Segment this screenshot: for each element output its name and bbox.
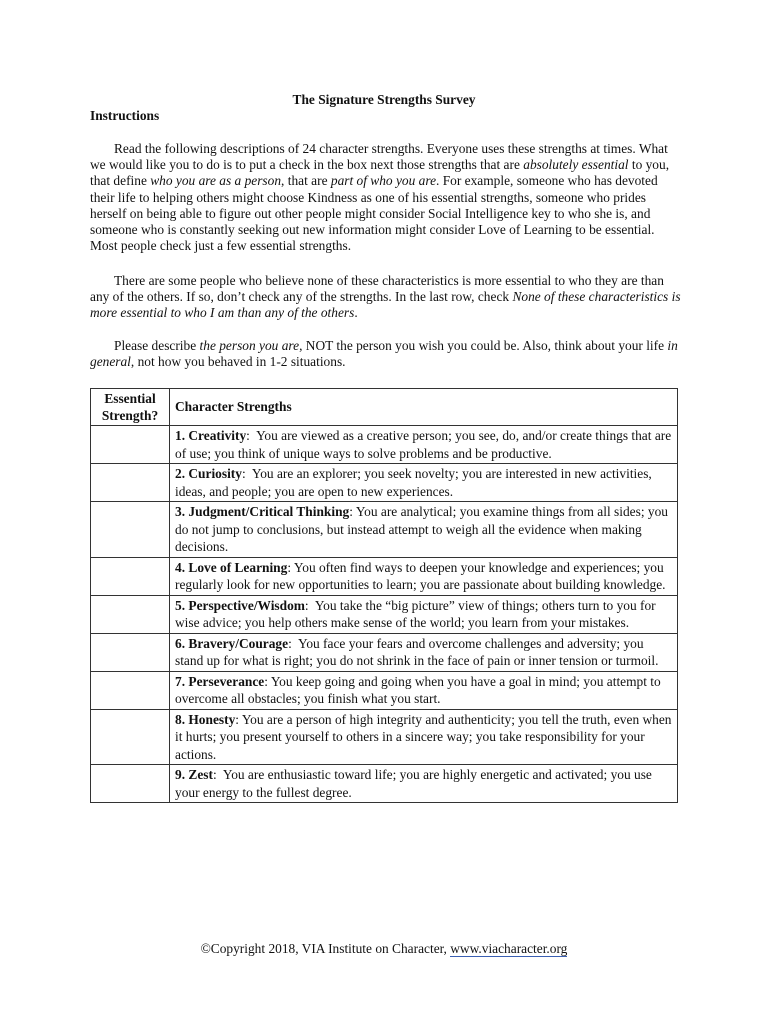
p2-emphasis-b: None of these characteristics is more essential to who I am than any of the others bbox=[90, 289, 681, 321]
strength-description: You face your fears and overcome challenges and adversity; you stand up for what is right; you do not shrink in the face of pain or inner tension or turmoil. bbox=[175, 635, 659, 668]
table-row bbox=[91, 595, 678, 633]
strength-description-cell bbox=[170, 671, 678, 709]
instructions-paragraph-2 bbox=[90, 273, 682, 322]
strength-name: 8. Honesty bbox=[175, 711, 236, 727]
table-row bbox=[91, 765, 678, 803]
strength-name: 7. Perseverance bbox=[175, 673, 265, 689]
table-row bbox=[91, 464, 678, 502]
p1-emphasis-f: part of who you are bbox=[330, 173, 437, 189]
strength-description: You are analytical; you examine things from all sides; you do not jump to conclusions, but instead attempt to weigh all the evidence when making decisions. bbox=[175, 504, 668, 554]
strength-description-cell bbox=[170, 709, 678, 765]
p3-emphasis-d: in general bbox=[90, 338, 678, 370]
strength-description-cell bbox=[170, 633, 678, 671]
p1-text-g: . For example, someone who has devoted their life to helping others might choose Kindness as one of his essential strengths, someone who prides herself on being able to figure out other people might consider Social Intelligence key to who she is, and someone who is constantly seeking out new information might consider Love of Learning to be essential. Most people check just a few essential strengths. bbox=[90, 173, 658, 254]
essential-checkbox-cell[interactable] bbox=[91, 464, 170, 502]
table-row bbox=[91, 426, 678, 464]
instructions-heading: Instructions bbox=[90, 108, 160, 123]
strength-description-cell bbox=[170, 557, 678, 595]
essential-checkbox-cell[interactable] bbox=[91, 426, 170, 464]
strength-description-cell bbox=[170, 464, 678, 502]
p3-text-c: , NOT the person you wish you could be. Also, think about your life bbox=[299, 338, 668, 353]
strength-name: 6. Bravery/Courage bbox=[175, 635, 289, 651]
strength-name: 5. Perspective/Wisdom bbox=[175, 597, 305, 613]
p2-text-a: There are some people who believe none of these characteristics is more essential to who they are than any of the others. If so, don’t check any of the strengths. In the last row, check bbox=[90, 273, 664, 305]
strength-description: You take the “big picture” view of things; others turn to you for wise advice; you help others make sense of the world; you learn from your mistakes. bbox=[175, 597, 656, 630]
essential-checkbox-cell[interactable] bbox=[91, 633, 170, 671]
strength-separator: : bbox=[349, 504, 356, 519]
table-row bbox=[91, 709, 678, 765]
strength-separator: : bbox=[246, 428, 257, 443]
strength-separator: : bbox=[264, 673, 271, 689]
essential-checkbox-cell[interactable] bbox=[91, 595, 170, 633]
essential-checkbox-cell[interactable] bbox=[91, 502, 170, 558]
p3-text-e: , not how you behaved in 1-2 situations. bbox=[130, 354, 346, 370]
p1-emphasis-d: who you are as a person bbox=[150, 173, 282, 189]
strength-description: You are a person of high integrity and authenticity; you tell the truth, even when it hurts; you present yourself to others in a sincere way; you take responsibility for your actions. bbox=[175, 711, 672, 762]
essential-header-line-2: Strength? bbox=[101, 408, 159, 423]
strength-separator: : bbox=[241, 466, 252, 481]
strength-separator: : bbox=[212, 767, 223, 782]
strength-separator: : bbox=[235, 711, 242, 727]
table-row bbox=[91, 502, 678, 558]
p3-text-a: Please describe bbox=[114, 338, 200, 353]
strength-name: 9. Zest bbox=[175, 767, 213, 782]
strength-description: You often find ways to deepen your knowledge and experiences; you regularly look for new opportunities to learn; you are passionate about building knowledge. bbox=[175, 559, 666, 592]
strength-description-cell bbox=[170, 426, 678, 464]
table-header-row bbox=[91, 389, 678, 426]
p1-text-e: , that are bbox=[281, 173, 331, 189]
instructions-paragraph-1 bbox=[90, 141, 682, 254]
strength-name: 4. Love of Learning bbox=[175, 559, 288, 575]
strength-separator: : bbox=[288, 635, 298, 651]
strength-description: You are an explorer; you seek novelty; you are interested in new activities, ideas, and people; you are open to new experiences. bbox=[175, 466, 652, 499]
essential-checkbox-cell[interactable] bbox=[91, 671, 170, 709]
strength-description-cell bbox=[170, 502, 678, 558]
table-row bbox=[91, 671, 678, 709]
document-title: The Signature Strengths Survey bbox=[292, 92, 476, 107]
character-strengths-header: Character Strengths bbox=[170, 389, 678, 426]
strength-description-cell bbox=[170, 765, 678, 803]
strengths-table bbox=[90, 388, 678, 803]
strength-separator: : bbox=[304, 597, 315, 613]
table-row bbox=[91, 633, 678, 671]
essential-strength-header bbox=[91, 389, 170, 426]
strength-name: 2. Curiosity bbox=[175, 466, 242, 481]
strength-name: 1. Creativity bbox=[175, 428, 247, 443]
essential-checkbox-cell[interactable] bbox=[91, 557, 170, 595]
p1-text-a: Read the following descriptions of 24 character strengths. Everyone uses these strengths at times. What we would like you to do is to put a check in the box next those strengths that are bbox=[90, 141, 668, 173]
strength-description: You keep going and going when you have a goal in mind; you attempt to overcome all obstacles; you finish what you start. bbox=[175, 673, 661, 706]
p1-text-c: to you, that define bbox=[90, 157, 670, 189]
p2-text-c: . bbox=[354, 305, 358, 321]
copyright-footer bbox=[0, 941, 768, 957]
essential-checkbox-cell[interactable] bbox=[91, 709, 170, 765]
instructions-paragraph-3 bbox=[90, 338, 682, 370]
essential-checkbox-cell[interactable] bbox=[91, 765, 170, 803]
p1-emphasis-b: absolutely essential bbox=[523, 157, 629, 173]
strength-description: You are enthusiastic toward life; you are highly energetic and activated; you use your energy to the fullest degree. bbox=[175, 767, 652, 800]
table-row bbox=[91, 557, 678, 595]
p3-emphasis-b: the person you are bbox=[199, 338, 300, 353]
copyright-text: ©Copyright 2018, VIA Institute on Character, bbox=[200, 941, 451, 956]
strength-separator: : bbox=[287, 559, 294, 575]
strength-name: 3. Judgment/Critical Thinking bbox=[175, 504, 350, 519]
essential-header-line-1: Essential bbox=[104, 391, 156, 406]
website-link[interactable]: www.viacharacter.org bbox=[450, 941, 568, 956]
strength-description-cell bbox=[170, 595, 678, 633]
strength-description: You are viewed as a creative person; you see, do, and/or create things that are of use; you think of unique ways to solve problems and be productive. bbox=[175, 428, 672, 461]
